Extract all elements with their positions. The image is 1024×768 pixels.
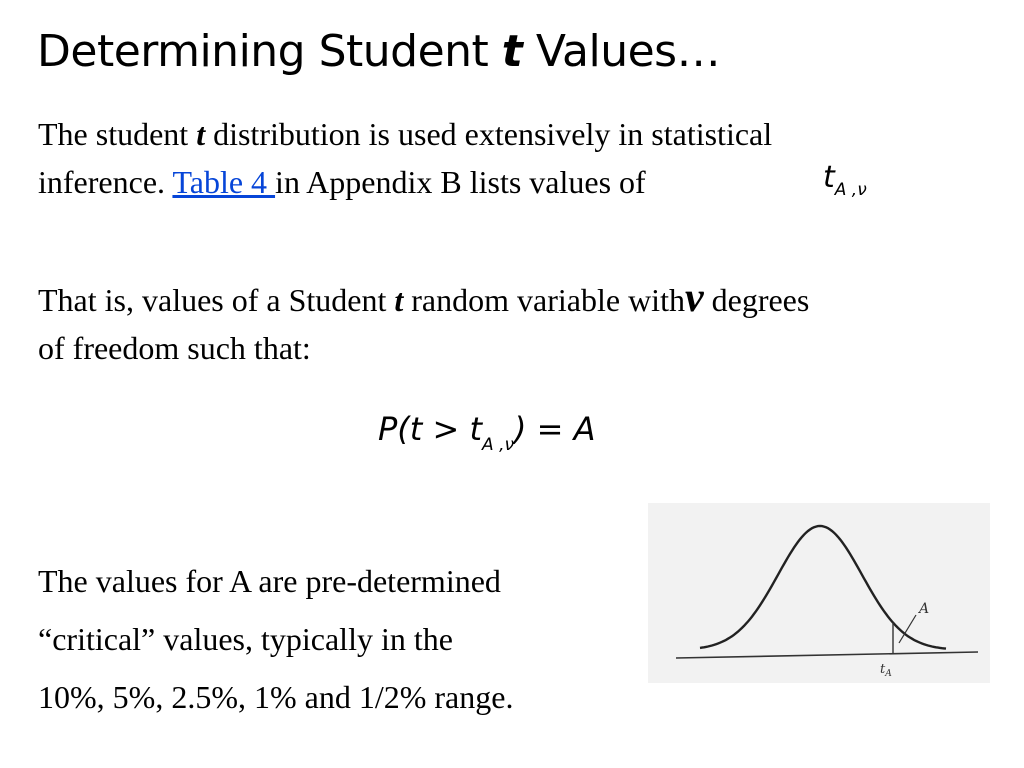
text-run: in Appendix B lists values of bbox=[275, 164, 646, 200]
t-variable: t bbox=[196, 116, 206, 152]
critical-value-label-subscript: A bbox=[885, 669, 892, 679]
text-run: inference. bbox=[38, 164, 173, 200]
table-4-link[interactable]: Table 4 bbox=[172, 164, 276, 200]
critical-values-line-3: 10%, 5%, 2.5%, 1% and 1/2% range. bbox=[38, 679, 514, 715]
critical-values-line-1: The values for A are pre-determined bbox=[38, 563, 501, 599]
paragraph-intro bbox=[38, 110, 772, 206]
nu-symbol: ν bbox=[684, 275, 704, 321]
paragraph-intro-line-2 bbox=[38, 158, 772, 206]
paragraph-critical-values bbox=[38, 552, 513, 726]
formula-left: P(t > t bbox=[378, 410, 483, 448]
title-text-end: Values… bbox=[522, 26, 721, 77]
probability-formula bbox=[378, 410, 596, 455]
paragraph-intro-line-1 bbox=[38, 110, 772, 158]
critical-values-line-2: “critical” values, typically in the bbox=[38, 621, 453, 657]
formula-subscript: A ,ν bbox=[482, 435, 514, 455]
t-a-nu-symbol bbox=[823, 160, 867, 200]
text-run: random variable with bbox=[403, 282, 685, 318]
title-text-start: Determining Student bbox=[37, 26, 502, 77]
slide-title bbox=[37, 22, 720, 82]
text-run: of freedom such that: bbox=[38, 330, 311, 366]
t-symbol-subscript: A ,ν bbox=[834, 180, 867, 200]
density-curve bbox=[700, 526, 946, 649]
t-symbol-base: t bbox=[823, 160, 835, 195]
critical-value-label bbox=[880, 662, 892, 679]
title-t-variable: t bbox=[501, 26, 523, 77]
paragraph-definition bbox=[38, 274, 809, 372]
x-axis-line bbox=[676, 652, 978, 658]
paragraph-definition-line-2 bbox=[38, 324, 809, 372]
t-distribution-curve-diagram bbox=[648, 503, 990, 683]
text-run: distribution is used extensively in statistical bbox=[205, 116, 773, 152]
critical-value-label-base: t bbox=[880, 662, 886, 677]
area-label: A bbox=[919, 601, 930, 617]
text-run: The student bbox=[38, 116, 197, 152]
text-run: degrees bbox=[703, 282, 810, 318]
t-variable: t bbox=[394, 282, 404, 318]
t-distribution-figure bbox=[648, 503, 990, 683]
formula-right: ) = A bbox=[513, 410, 596, 448]
paragraph-definition-line-1 bbox=[38, 274, 809, 324]
text-run: That is, values of a Student bbox=[38, 282, 395, 318]
